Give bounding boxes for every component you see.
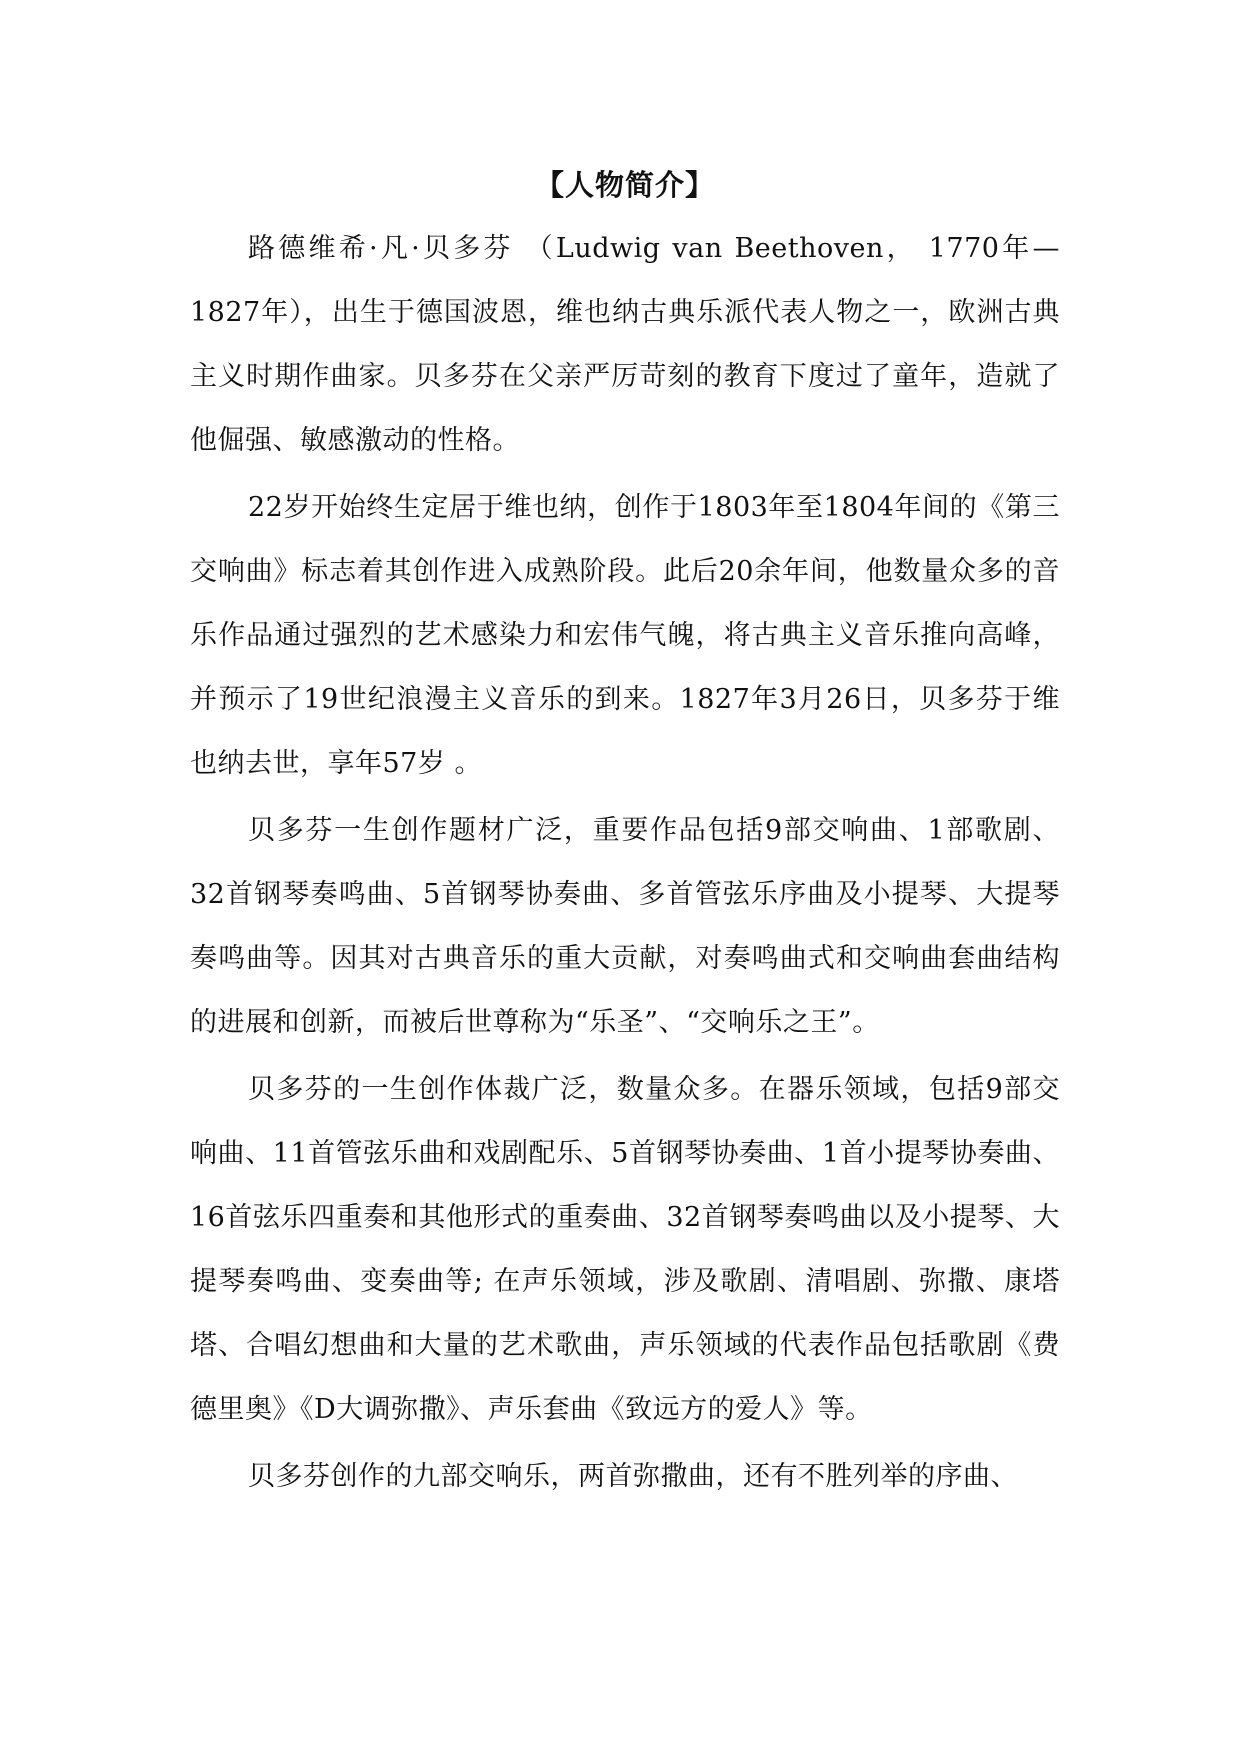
document-body — [190, 155, 1060, 1509]
section-title: 【人物简介】 — [534, 168, 715, 202]
paragraph-major-works: 贝多芬一生创作题材广泛，重要作品包括9部交响曲、1部歌剧、32首钢琴奏鸣曲、5首钢琴协奏曲、多首管弦乐序曲及小提琴、大提琴奏鸣曲等。因其对古典音乐的重大贡献，对奏鸣曲式和交响曲套曲结构的进展和创新，而被后世尊称为“乐圣”、“交响乐之王”。 — [190, 815, 1060, 1038]
paragraph-biography-intro: 路德维希·凡·贝多芬 （Ludwig van Beethoven， 1770年—1827年），出生于德国波恩，维也纳古典乐派代表人物之一，欧洲古典主义时期作曲家。贝多芬在父亲严厉苛刻的教育下度过了童年，造就了他倔强、敏感激动的性格。 — [190, 233, 1060, 456]
paragraph-vienna-career: 22岁开始终生定居于维也纳，创作于1803年至1804年间的《第三交响曲》标志着其创作进入成熟阶段。此后20余年间，他数量众多的音乐作品通过强烈的艺术感染力和宏伟气魄，将古典主义音乐推向高峰，并预示了19世纪浪漫主义音乐的到来。1827年3月26日，贝多芬于维也纳去世，享年57岁 。 — [190, 492, 1060, 779]
paragraph-symphonies: 贝多芬创作的九部交响乐，两首弥撒曲，还有不胜列举的序曲、 — [248, 1461, 1018, 1492]
paragraph-genres: 贝多芬的一生创作体裁广泛，数量众多。在器乐领域，包括9部交响曲、11首管弦乐曲和戏剧配乐、5首钢琴协奏曲、1首小提琴协奏曲、16首弦乐四重奏和其他形式的重奏曲、32首钢琴奏鸣曲以及小提琴、大提琴奏鸣曲、变奏曲等; 在声乐领域，涉及歌剧、清唱剧、弥撒、康塔塔、合唱幻想曲和大量的艺术歌曲，声乐领域的代表作品包括歌剧《费德里奥》《D大调弥撒》、声乐套曲《致远方的爱人》等。 — [190, 1074, 1060, 1425]
